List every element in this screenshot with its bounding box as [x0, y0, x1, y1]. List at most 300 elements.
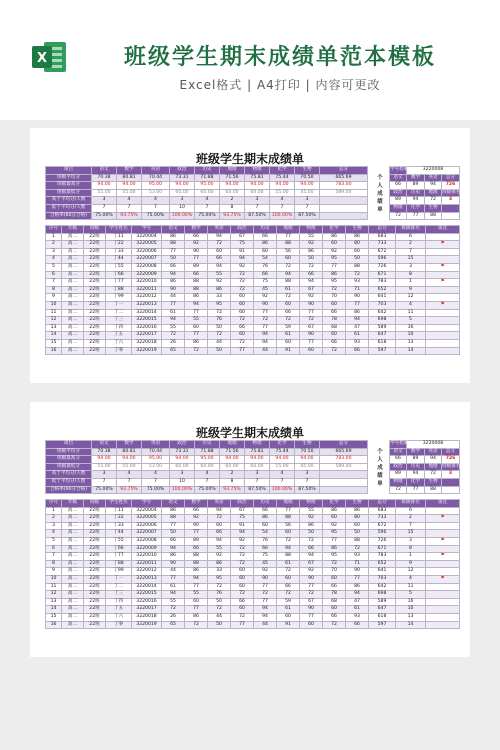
lookup-id-row — [390, 167, 460, 175]
table-cell: 高二 — [62, 530, 84, 538]
stats-value-cell: 4 — [270, 197, 295, 205]
table-cell: 3220010 — [132, 279, 162, 287]
table-cell: 3220011 — [132, 560, 162, 568]
table-cell: 86 — [323, 271, 346, 279]
table-cell: 1 — [396, 279, 426, 287]
table-cell: 93 — [346, 613, 369, 621]
table-cell: 60 — [231, 575, 254, 583]
stats-value-cell: 3 — [245, 197, 270, 205]
table-row[interactable] — [46, 271, 460, 279]
table-row[interactable] — [46, 621, 460, 629]
table-row[interactable] — [46, 347, 460, 355]
table-cell: 86 — [323, 233, 346, 241]
lookup-value-cell: 89 — [390, 197, 407, 205]
table-cell: 60 — [254, 522, 277, 530]
personal-report-label — [375, 448, 385, 488]
table-cell: 86 — [185, 339, 208, 347]
scores-header-cell: 数学 — [185, 226, 208, 234]
table-cell: 3220019 — [132, 621, 162, 629]
table-cell: 95 — [323, 553, 346, 561]
table-cell: 丁五 — [106, 332, 132, 340]
flag-icon: ⚑ — [440, 263, 445, 269]
stats-value-cell: 2 — [220, 471, 245, 479]
table-cell: 77 — [300, 309, 323, 317]
table-cell: 92 — [231, 263, 254, 271]
table-cell: 60 — [254, 248, 277, 256]
stats-value-cell: 70.50 — [295, 174, 320, 182]
scores-header-cell: 总分 — [369, 500, 396, 508]
scores-header-cell: 班级排名 — [396, 500, 426, 508]
stats-value-cell: 94.00 — [295, 182, 320, 190]
table-cell: 44 — [254, 347, 277, 355]
table-cell: 60 — [300, 621, 323, 629]
banner — [0, 0, 500, 120]
table-row[interactable] — [46, 233, 460, 241]
table-cell — [426, 317, 460, 325]
table-row[interactable] — [46, 256, 460, 264]
stats-value-cell: 75.81 — [245, 174, 270, 182]
stats-value-cell: 7 — [195, 478, 220, 486]
table-cell: 683 — [369, 233, 396, 241]
table-cell: 55 — [208, 545, 231, 553]
stats-value-cell: 4 — [195, 471, 220, 479]
table-cell: 60 — [277, 575, 300, 583]
table-cell: 90 — [300, 606, 323, 614]
table-cell: 高二 — [62, 560, 84, 568]
table-cell: 88 — [185, 286, 208, 294]
table-cell: 8 — [396, 271, 426, 279]
table-cell: 647 — [369, 606, 396, 614]
table-cell: 61 — [277, 560, 300, 568]
lookup-header-cell: 政治 — [390, 463, 407, 471]
table-cell: 丁33 — [106, 248, 132, 256]
lookup-header-row — [390, 174, 460, 182]
table-cell: 55 — [300, 233, 323, 241]
table-cell: 72 — [208, 606, 231, 614]
table-cell: 高二 — [62, 568, 84, 576]
table-cell: 33 — [208, 568, 231, 576]
table-cell: 77 — [162, 248, 185, 256]
student-lookup-table — [389, 166, 460, 220]
table-cell: 88 — [346, 537, 369, 545]
table-cell: 3220011 — [132, 286, 162, 294]
table-cell: 66 — [277, 583, 300, 591]
stats-value-cell: 95.00 — [195, 456, 220, 464]
stats-value-cell: 7 — [92, 478, 117, 486]
table-cell: 高二 — [62, 606, 84, 614]
table-cell: 72 — [208, 515, 231, 523]
table-cell: 4 — [46, 256, 62, 264]
table-cell: 90 — [254, 301, 277, 309]
table-cell: 76 — [208, 591, 231, 599]
table-row[interactable] — [46, 583, 460, 591]
table-cell: 12 — [46, 317, 62, 325]
table-cell: 92 — [185, 241, 208, 249]
table-cell: 66 — [254, 271, 277, 279]
stats-value-cell: 7 — [117, 204, 142, 212]
lookup-header-row — [390, 478, 460, 486]
table-cell: 丁77 — [106, 553, 132, 561]
table-cell: 94 — [346, 317, 369, 325]
table-cell: 90 — [254, 575, 277, 583]
table-cell: 5 — [396, 591, 426, 599]
stats-value-cell: 94.00 — [92, 182, 117, 190]
table-cell: 72 — [300, 263, 323, 271]
stats-value-cell: 94.00 — [170, 182, 195, 190]
table-cell: 86 — [323, 507, 346, 515]
table-cell: 90 — [300, 301, 323, 309]
scores-header-cell: 物理 — [300, 226, 323, 234]
table-cell: 72 — [185, 347, 208, 355]
table-cell: 90 — [185, 522, 208, 530]
table-cell: 92 — [300, 568, 323, 576]
lookup-id-input[interactable]: 3220008 — [407, 441, 460, 449]
table-cell: 652 — [369, 286, 396, 294]
table-cell: 高二 — [62, 545, 84, 553]
stats-header-cell: 英语 — [142, 441, 170, 449]
table-cell: 高二 — [62, 583, 84, 591]
table-row[interactable] — [46, 309, 460, 317]
lookup-value-cell: 88 — [425, 486, 442, 494]
table-cell: 90 — [300, 332, 323, 340]
table-row[interactable] — [46, 560, 460, 568]
table-cell: 66 — [323, 339, 346, 347]
stats-value-cell: 71.88 — [195, 174, 220, 182]
table-row[interactable] — [46, 332, 460, 340]
table-cell — [426, 324, 460, 332]
table-cell — [426, 613, 460, 621]
table-cell: 66 — [162, 537, 185, 545]
lookup-header-cell — [442, 478, 460, 486]
table-cell: 60 — [231, 294, 254, 302]
table-cell: 50 — [208, 598, 231, 606]
table-cell: 50 — [346, 256, 369, 264]
table-cell — [426, 332, 460, 340]
table-cell: 641 — [369, 294, 396, 302]
stats-value-cell: 100.00% — [170, 486, 195, 494]
table-row[interactable] — [46, 568, 460, 576]
table-cell: 5 — [46, 263, 62, 271]
stats-row — [46, 463, 368, 471]
table-row[interactable] — [46, 515, 460, 523]
table-cell: 72 — [277, 263, 300, 271]
table-cell: 丁零 — [106, 621, 132, 629]
table-cell: 86 — [346, 507, 369, 515]
table-cell: 5 — [46, 537, 62, 545]
table-cell: 16 — [396, 598, 426, 606]
table-cell — [426, 347, 460, 355]
table-cell: 12 — [396, 294, 426, 302]
table-cell — [426, 301, 460, 309]
table-cell: 66 — [300, 271, 323, 279]
table-cell: 4 — [396, 301, 426, 309]
table-cell: 68 — [323, 324, 346, 332]
lookup-id-row — [390, 441, 460, 449]
table-cell: 672 — [369, 522, 396, 530]
table-cell: 93 — [346, 553, 369, 561]
table-cell: 高二 — [62, 309, 84, 317]
lookup-value-cell: 72 — [425, 197, 442, 205]
stats-value-cell: 53.00 — [142, 463, 170, 471]
stats-row-label: 低于平均分/人数 — [46, 204, 92, 212]
stats-value-cell: 3 — [170, 471, 195, 479]
table-cell: 72 — [323, 560, 346, 568]
table-cell: 72 — [300, 317, 323, 325]
scores-header-cell: 学号 — [132, 500, 162, 508]
stats-value-cell: 95.00 — [142, 456, 170, 464]
table-cell: 10 — [46, 301, 62, 309]
table-row[interactable] — [46, 294, 460, 302]
table-cell: 92 — [208, 279, 231, 287]
table-row[interactable] — [46, 241, 460, 249]
table-cell: 60 — [208, 248, 231, 256]
table-cell: 726 — [369, 263, 396, 271]
flag-icon: ⚑ — [440, 301, 445, 307]
table-row[interactable] — [46, 263, 460, 271]
table-cell: 22班 — [84, 530, 106, 538]
table-cell: 60 — [231, 301, 254, 309]
table-cell: 61 — [346, 606, 369, 614]
stats-row-label: 合格率(60分合格) — [46, 212, 92, 220]
table-cell: 589 — [369, 598, 396, 606]
stats-value-cell: 60.00 — [220, 463, 245, 471]
stats-row-label: 高于平均分/人数 — [46, 197, 92, 205]
table-cell: 44 — [208, 613, 231, 621]
table-cell: 77 — [185, 309, 208, 317]
stats-value-cell: 73.31 — [170, 448, 195, 456]
table-cell: 3220008 — [132, 263, 162, 271]
table-cell: 9 — [396, 560, 426, 568]
table-row[interactable] — [46, 248, 460, 256]
table-cell: 22班 — [84, 553, 106, 561]
lookup-value-cell: 726 — [442, 182, 460, 190]
table-cell: 91 — [277, 621, 300, 629]
scores-header-cell: 数学 — [185, 500, 208, 508]
stats-value-cell: 75.00% — [142, 486, 170, 494]
table-row[interactable] — [46, 279, 460, 287]
stats-row — [46, 212, 368, 220]
stats-value-cell: 589.00 — [320, 463, 368, 471]
table-cell: 丁99 — [106, 294, 132, 302]
table-cell: 44 — [162, 294, 185, 302]
table-cell — [426, 545, 460, 553]
lookup-value-cell — [442, 486, 460, 494]
table-cell: 86 — [346, 583, 369, 591]
table-row[interactable] — [46, 606, 460, 614]
table-cell — [426, 591, 460, 599]
table-cell: 丁11 — [106, 233, 132, 241]
stats-value-cell — [320, 478, 368, 486]
table-row[interactable] — [46, 301, 460, 309]
stats-value-cell: 100.00% — [170, 212, 195, 220]
stats-value-cell: 8 — [220, 204, 245, 212]
table-cell: 783 — [369, 279, 396, 287]
table-cell: 3220007 — [132, 530, 162, 538]
table-row[interactable] — [46, 324, 460, 332]
table-cell: 641 — [369, 568, 396, 576]
stats-value-cell: 100.00% — [270, 212, 295, 220]
table-cell: 22班 — [84, 256, 106, 264]
table-cell: 50 — [300, 256, 323, 264]
table-cell: 60 — [323, 606, 346, 614]
table-cell: 丁六 — [106, 613, 132, 621]
table-cell: 78 — [323, 591, 346, 599]
table-cell: 72 — [346, 545, 369, 553]
table-cell: 95 — [323, 530, 346, 538]
lookup-header-cell: 总分 — [442, 174, 460, 182]
table-cell: 3 — [46, 248, 62, 256]
table-cell: 77 — [162, 522, 185, 530]
table-cell: 6 — [46, 545, 62, 553]
table-row[interactable] — [46, 339, 460, 347]
table-cell: 589 — [369, 324, 396, 332]
table-cell: 61 — [277, 606, 300, 614]
table-cell: 90 — [346, 568, 369, 576]
table-cell: 22班 — [84, 583, 106, 591]
table-cell: 72 — [231, 279, 254, 287]
personal-report-char: 绩 — [377, 199, 383, 205]
table-cell: 26 — [162, 339, 185, 347]
table-cell: 77 — [185, 256, 208, 264]
table-cell: 26 — [162, 613, 185, 621]
table-cell: 618 — [369, 339, 396, 347]
table-cell: 72 — [323, 286, 346, 294]
table-row[interactable] — [46, 545, 460, 553]
table-cell: 92 — [323, 248, 346, 256]
table-cell: 66 — [323, 309, 346, 317]
table-row[interactable] — [46, 530, 460, 538]
stats-value-cell: 55.00 — [92, 189, 117, 197]
table-cell: 86 — [346, 233, 369, 241]
stats-header-cell: 政治 — [170, 167, 195, 175]
table-cell: 22班 — [84, 286, 106, 294]
stats-value-cell: 60.00 — [195, 463, 220, 471]
stats-value-cell: 94.00 — [220, 182, 245, 190]
lookup-id-input[interactable]: 3220008 — [407, 167, 460, 175]
table-cell: 94 — [162, 271, 185, 279]
stats-header-cell: 数学 — [117, 441, 142, 449]
table-row[interactable] — [46, 591, 460, 599]
table-cell: 94 — [162, 591, 185, 599]
table-row[interactable] — [46, 522, 460, 530]
table-row[interactable] — [46, 575, 460, 583]
stats-value-cell: 60.00 — [245, 189, 270, 197]
table-cell: 77 — [277, 233, 300, 241]
table-row[interactable] — [46, 598, 460, 606]
table-cell: 72 — [277, 317, 300, 325]
table-cell: 60 — [208, 522, 231, 530]
stats-value-cell: 7 — [295, 478, 320, 486]
table-cell: 72 — [323, 621, 346, 629]
table-cell: 66 — [185, 233, 208, 241]
table-cell: 72 — [300, 537, 323, 545]
table-cell: 54 — [254, 530, 277, 538]
stats-value-cell: 70.44 — [142, 174, 170, 182]
stats-value-cell: 100.00% — [270, 486, 295, 494]
lookup-header-cell: 物理 — [390, 478, 407, 486]
stats-header-cell: 生物 — [295, 441, 320, 449]
stats-header-cell: 历史 — [195, 441, 220, 449]
table-row[interactable] — [46, 537, 460, 545]
table-cell: 67 — [300, 598, 323, 606]
table-cell: 72 — [323, 347, 346, 355]
lookup-value-cell: 72 — [390, 212, 407, 220]
table-cell: 66 — [162, 263, 185, 271]
table-cell: 60 — [185, 324, 208, 332]
lookup-header-cell: 数学 — [407, 174, 425, 182]
table-row[interactable] — [46, 553, 460, 561]
stats-header-row — [46, 441, 368, 449]
table-cell: 2 — [46, 515, 62, 523]
table-cell: 高二 — [62, 522, 84, 530]
table-cell: 3 — [396, 263, 426, 271]
table-cell: 77 — [346, 301, 369, 309]
table-cell: 77 — [162, 575, 185, 583]
table-row[interactable] — [46, 286, 460, 294]
table-cell: 60 — [231, 568, 254, 576]
table-cell: 92 — [254, 294, 277, 302]
lookup-value-cell: 72 — [425, 471, 442, 479]
table-cell: 丁零 — [106, 347, 132, 355]
page-title: 班级学生期末成绩单范本模板 — [123, 45, 436, 70]
table-cell: 3220017 — [132, 332, 162, 340]
stats-value-cell: 71.88 — [195, 448, 220, 456]
table-row[interactable] — [46, 507, 460, 515]
table-cell: 3220013 — [132, 301, 162, 309]
scores-header-cell: 学号 — [132, 226, 162, 234]
table-cell: 22班 — [84, 324, 106, 332]
table-row[interactable] — [46, 613, 460, 621]
table-cell: 9 — [46, 568, 62, 576]
table-cell: 698 — [369, 317, 396, 325]
table-cell: 66 — [254, 233, 277, 241]
table-row[interactable] — [46, 317, 460, 325]
scores-header-cell: 年级 — [62, 500, 84, 508]
table-cell: 86 — [254, 515, 277, 523]
table-cell: 22班 — [84, 606, 106, 614]
table-cell: 72 — [277, 294, 300, 302]
table-cell: 3220015 — [132, 591, 162, 599]
table-cell — [426, 256, 460, 264]
table-cell: 77 — [231, 347, 254, 355]
stats-value-cell: 70.38 — [92, 448, 117, 456]
personal-report-char: 绩 — [377, 473, 383, 479]
table-cell: 94 — [300, 279, 323, 287]
stats-value-cell — [320, 197, 368, 205]
table-cell: 13 — [46, 598, 62, 606]
stats-value-cell: 75.00% — [195, 212, 220, 220]
table-cell: 22班 — [84, 537, 106, 545]
table-cell: 92 — [254, 568, 277, 576]
table-cell: 高二 — [62, 515, 84, 523]
table-cell: 86 — [300, 248, 323, 256]
table-cell: 60 — [185, 598, 208, 606]
scores-header-cell: 化学 — [323, 500, 346, 508]
stats-value-cell: 75.44 — [270, 448, 295, 456]
stats-value-cell: 87.50% — [245, 486, 270, 494]
personal-report-char: 单 — [377, 207, 383, 213]
table-cell: 95 — [323, 279, 346, 287]
personal-report-char: 成 — [377, 191, 383, 197]
table-cell: 60 — [323, 301, 346, 309]
stats-row-label: 班级最高分 — [46, 182, 92, 190]
table-cell: 9 — [46, 294, 62, 302]
table-cell: 66 — [231, 598, 254, 606]
table-cell: 618 — [369, 613, 396, 621]
stats-value-cell: 87.50% — [295, 486, 320, 494]
table-cell: 77 — [231, 621, 254, 629]
table-cell: 72 — [231, 286, 254, 294]
